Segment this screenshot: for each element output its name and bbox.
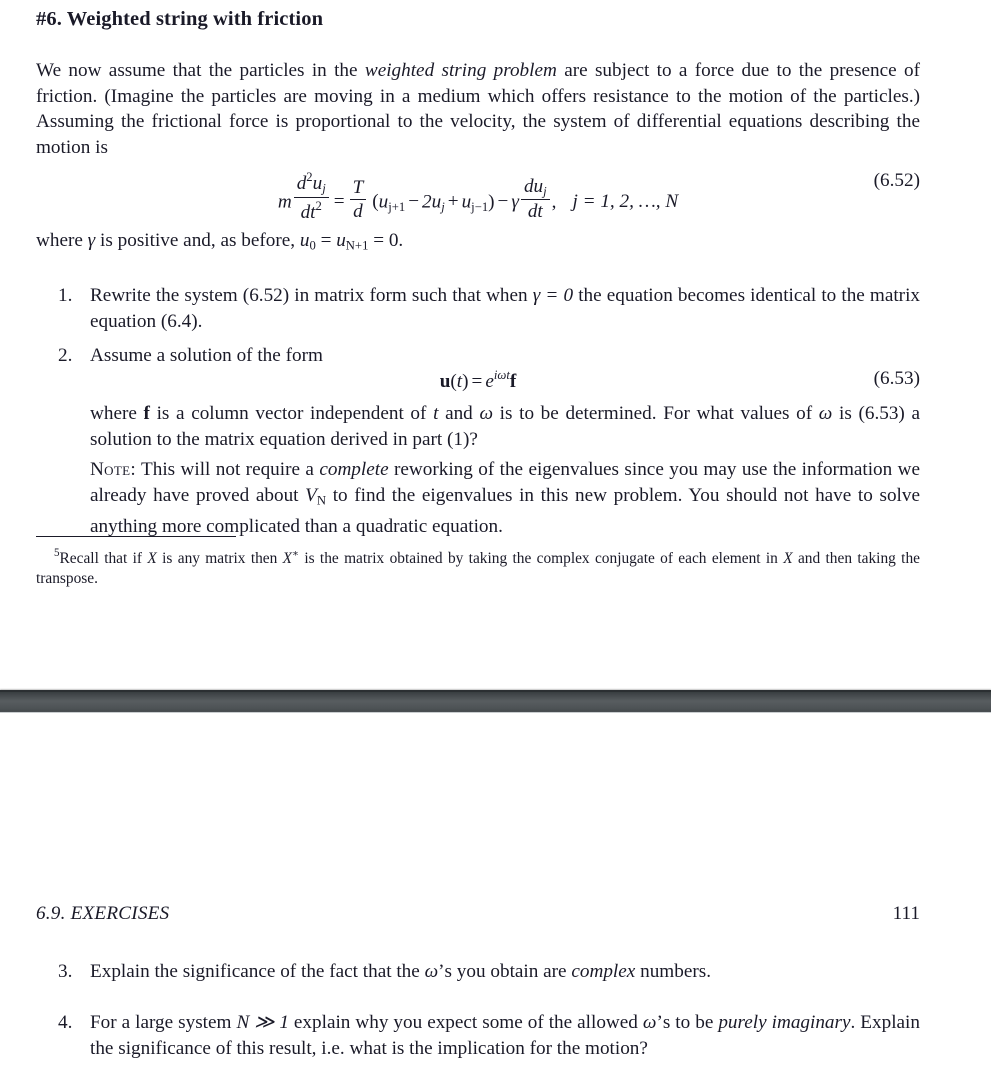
where-uN1-var: u [336,230,346,251]
item4-text-pre: For a large system [90,1012,237,1033]
eq652-sub-j: j [441,200,445,214]
item4-omega-symbol: ω [642,1012,657,1033]
eq652-open-paren: ( [372,191,379,213]
footnote-marker: 5 [54,547,60,559]
eq653-equals: = [471,370,483,392]
footnote-x-symbol-1: X [147,549,157,567]
footnote-separator-rule [36,536,236,537]
eq652-minus-2: − [497,191,509,213]
footnote-text [36,543,920,589]
eq652-d-exponent: 2 [306,170,313,184]
eq652-T: T [350,177,367,201]
eq652-minus-1: − [408,191,420,213]
eq652-lhs-numerator [294,170,329,198]
note-emphasis: complete [319,459,389,480]
list-item [36,1010,920,1061]
exercise-item-4-container [36,1010,920,1061]
intro-text-part1: We now assume that the particles in the [36,60,365,81]
item3-omega-symbol: ω [424,961,439,982]
footnote-post: and then taking the transpose. [36,549,920,587]
page-title: #6. Weighted string with friction [36,8,324,30]
item3-text-pre: Explain the significance of the fact that the [90,961,425,982]
eq652-dt: dt [300,201,316,223]
item2-lead-text: Assume a solution of the form [90,345,323,366]
eq652-dt-den: dt [527,201,543,223]
page-separator-bar [0,690,991,713]
eq653-u-vector: u [439,370,451,392]
where-u0-var: u [299,230,310,251]
eq652-two-u: 2u [422,191,442,213]
eq652-sub-jminus1: j−1 [471,200,489,214]
eq652-index-range: j = 1, 2, …, N [572,191,679,213]
equation-652-row [36,170,920,223]
eq652-close-paren: ) [488,191,495,213]
eq652-sub-jplus1: j+1 [388,200,406,214]
intro-emphasis: weighted string problem [364,60,557,81]
where-u0-subscript: 0 [309,238,316,253]
eq652-dt-exponent: 2 [315,198,322,213]
eq652-td-fraction [350,177,367,223]
item2-omega-symbol-2: ω [818,403,833,424]
item2-where-prefix: where [90,403,144,424]
item1-text-post: the equation becomes identical to the matrix equation (6.4). [90,285,920,332]
item3-body [90,959,920,985]
eq652-m: m [277,191,292,213]
equation-653-tag: (6.53) [873,368,920,389]
footnote-x-conjugate [283,550,299,567]
equation-653-body [440,368,517,393]
page-number: 111 [892,903,920,924]
intro-paragraph [36,58,920,160]
eq652-d: d [296,172,307,194]
footnote-mid1: is any matrix then [156,549,283,567]
item2-f-vector: f [143,403,150,424]
note-vn-symbol [305,485,326,506]
eq652-du-subscript: j [543,184,547,199]
list-item-marker: 1. [58,285,73,306]
exercise-item-3-container [36,959,920,985]
item4-text-mid: explain why you expect some of the allowed [288,1012,643,1033]
eq653-e: e [485,370,494,392]
footnote-mid2: is the matrix obtained by taking the complex conjugate of each element in [298,549,784,567]
list-item-marker: 2. [58,345,73,366]
pdf-page-bottom [0,713,991,1075]
intro-paragraph-container [36,58,920,160]
eq652-damping-fraction [521,176,550,223]
list-item-marker: 3. [58,961,73,982]
exercise-item-2-container [36,343,920,369]
eq653-exponent: iωt [493,368,510,382]
eq652-d-den: d [353,201,363,223]
where-equals-1: = [315,230,337,251]
eq652-u-jplus1: u [378,191,389,213]
item2-where-mid2: and [438,403,480,424]
note-text-pre: This will not require a [135,459,320,480]
item2-where-mid1: is a column vector independent of [149,403,434,424]
note-vn-var: V [305,484,317,506]
eq652-du-numerator [521,176,550,201]
equation-653-container [36,368,920,393]
note-text-mid: reworking of the eigenvalues since you may use the information we already have proved about [90,459,921,506]
equation-653-row [36,368,920,393]
item2-where-mid3: is to be determined. For what values of [493,403,819,424]
exercise-item-1-container [36,283,920,334]
eq653-open-paren: ( [450,370,457,392]
item3-emphasis: complex [571,961,636,982]
running-head-container [36,903,920,925]
where-u0 [300,230,316,251]
footnote-x-symbol-3: X [783,549,793,567]
where-uN1 [336,230,368,251]
eq652-lhs-denominator [294,198,329,223]
footnote-pre: Recall that if [59,549,148,567]
section-heading-container [36,8,920,31]
footnote-container [36,536,920,589]
note-vn-subscript: N [316,493,327,508]
eq652-gamma: γ [511,191,519,213]
page-separator-top-edge [0,690,991,692]
item1-gamma-condition: γ = 0 [532,285,574,306]
item4-emphasis: purely imaginary [718,1012,851,1033]
eq652-comma: , [551,191,557,213]
where-uN1-subscript: N+1 [345,238,369,253]
item3-text-mid: ’s you obtain are [438,961,572,982]
eq652-lhs-fraction [294,170,329,223]
list-item [36,283,920,334]
eq652-plus: + [447,191,459,213]
equation-652-body [278,170,678,223]
eq653-f-vector: f [509,370,517,392]
running-head-section: 6.9. EXERCISES [36,903,170,924]
item2-where-paragraph-container [90,401,920,452]
item3-text-post: numbers. [635,961,711,982]
list-item-marker: 4. [58,1012,73,1033]
equation-652-tag: (6.52) [873,170,920,191]
item2-note-paragraph [90,457,920,539]
running-head [36,903,920,925]
list-item [36,343,920,369]
item4-text-mid2: ’s to be [656,1012,719,1033]
equation-652-container [36,170,920,223]
item2-omega-symbol-1: ω [479,403,493,424]
where-prefix: where [36,230,88,251]
item2-t-symbol: t [433,403,439,424]
eq652-u: u [312,172,323,194]
eq653-t: t [456,370,463,392]
eq652-du: du [523,175,544,197]
item4-n-condition: N ≫ 1 [236,1012,289,1033]
intro-text-part2: are subject to a force due to the presence of friction. (Imagine the particles are moving in a medium which offers resistance to the motion of the particles.) Assuming the frictional force is proportional to the velocity, the system of differential equations describing the motion is [36,60,920,158]
item2-where-paragraph [90,401,920,452]
item4-text-post: . Explain the significance of this result, i.e. what is the implication for the motion? [90,1012,920,1059]
eq652-equals: = [333,191,345,213]
where-gamma-container [36,228,920,259]
where-equals-2: = 0. [368,230,404,251]
note-text-post: to find the eigenvalues in this new problem. You should not have to solve anything more complicated than a quadratic equation. [90,484,920,537]
list-item [36,959,920,985]
where-middle-text: is positive and, as before, [95,230,300,251]
note-label: Note: [90,459,136,480]
footnote-conjugate-star: ∗ [292,548,299,560]
item2-note-paragraph-container [90,457,920,539]
eq653-close-paren: ) [462,370,469,392]
where-gamma-line [36,228,920,259]
item1-text-pre: Rewrite the system (6.52) in matrix form such that when [90,285,533,306]
item2-where-mid4: is (6.53) a solution to the matrix equation derived in part (1)? [90,403,920,450]
footnote-x-symbol-2: X [282,549,293,567]
where-gamma-symbol: γ [87,230,96,251]
eq652-u-subscript: j [322,181,326,196]
eq652-u-jminus1: u [461,191,472,213]
